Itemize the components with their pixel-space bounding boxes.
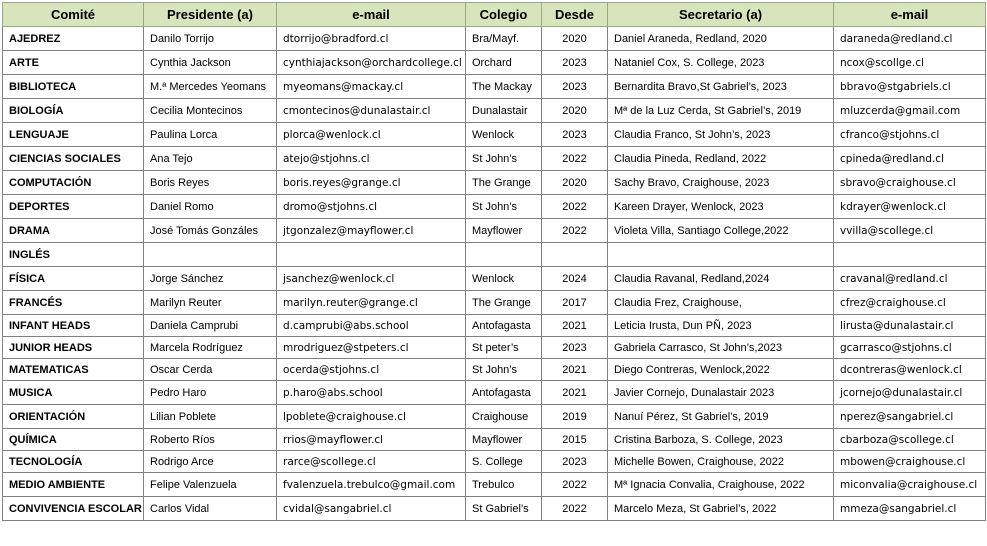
table-row [3,99,986,123]
email-presidente-cell [277,243,466,267]
desde-cell: 2021 [542,315,608,337]
colegio-cell: St John’s [466,147,542,171]
desde-cell: 2023 [542,75,608,99]
presidente-cell: Rodrigo Arce [144,451,277,473]
colegio-cell: Wenlock [466,267,542,291]
table-row [3,359,986,381]
email-presidente-cell: cvidal@sangabriel.cl [277,497,466,521]
header-secretario: Secretario (a) [608,3,834,27]
secretario-cell: Nataniel Cox, S. College, 2023 [608,51,834,75]
table-row [3,27,986,51]
secretario-cell: Bernardita Bravo,St Gabriel’s, 2023 [608,75,834,99]
header-presidente: Presidente (a) [144,3,277,27]
presidente-cell: Pedro Haro [144,381,277,405]
colegio-cell: Mayflower [466,429,542,451]
email-secretario-cell: cravanal@redland.cl [834,267,986,291]
desde-cell: 2022 [542,147,608,171]
presidente-cell: Lilian Poblete [144,405,277,429]
email-secretario-cell: gcarrasco@stjohns.cl [834,337,986,359]
colegio-cell: Mayflower [466,219,542,243]
secretario-cell: Leticia Irusta, Dun PÑ, 2023 [608,315,834,337]
email-secretario-cell: miconvalia@craighouse.cl [834,473,986,497]
email-secretario-cell: dcontreras@wenlock.cl [834,359,986,381]
secretario-cell: Sachy Bravo, Craighouse, 2023 [608,171,834,195]
email-presidente-cell: marilyn.reuter@grange.cl [277,291,466,315]
colegio-cell: Wenlock [466,123,542,147]
desde-cell: 2020 [542,171,608,195]
comite-cell: MEDIO AMBIENTE [3,473,144,497]
table-row [3,337,986,359]
email-secretario-cell: vvilla@scollege.cl [834,219,986,243]
email-secretario-cell: cpineda@redland.cl [834,147,986,171]
table-row [3,243,986,267]
presidente-cell: Daniel Romo [144,195,277,219]
email-presidente-cell: d.camprubi@abs.school [277,315,466,337]
desde-cell [542,243,608,267]
presidente-cell: Marilyn Reuter [144,291,277,315]
secretario-cell: Claudia Pineda, Redland, 2022 [608,147,834,171]
table-row [3,381,986,405]
colegio-cell: St John’s [466,359,542,381]
colegio-cell: Craighouse [466,405,542,429]
email-secretario-cell: bbravo@stgabriels.cl [834,75,986,99]
desde-cell: 2022 [542,195,608,219]
colegio-cell: St peter’s [466,337,542,359]
secretario-cell: Gabriela Carrasco, St John’s,2023 [608,337,834,359]
secretario-cell: Michelle Bowen, Craighouse, 2022 [608,451,834,473]
table-row [3,51,986,75]
desde-cell: 2022 [542,497,608,521]
email-secretario-cell: mluzcerda@gmail.com [834,99,986,123]
secretario-cell: Cristina Barboza, S. College, 2023 [608,429,834,451]
header-row [3,3,986,27]
colegio-cell: Trebulco [466,473,542,497]
secretario-cell [608,243,834,267]
secretario-cell: Mª de la Luz Cerda, St Gabriel’s, 2019 [608,99,834,123]
table-row [3,267,986,291]
secretario-cell: Violeta Villa, Santiago College,2022 [608,219,834,243]
table-row [3,219,986,243]
comite-cell: QUÍMICA [3,429,144,451]
presidente-cell: José Tomás Gonzáles [144,219,277,243]
table-row [3,123,986,147]
email-presidente-cell: jsanchez@wenlock.cl [277,267,466,291]
table-row [3,405,986,429]
presidente-cell: Paulina Lorca [144,123,277,147]
comite-cell: MUSICA [3,381,144,405]
table-row [3,75,986,99]
header-email-secretario: e-mail [834,3,986,27]
presidente-cell: M.ª Mercedes Yeomans [144,75,277,99]
email-secretario-cell: mbowen@craighouse.cl [834,451,986,473]
comite-cell: COMPUTACIÓN [3,171,144,195]
secretario-cell: Claudia Ravanal, Redland,2024 [608,267,834,291]
table-row [3,315,986,337]
email-presidente-cell: mrodriguez@stpeters.cl [277,337,466,359]
comite-cell: BIOLOGÍA [3,99,144,123]
email-secretario-cell: ncox@scollge.cl [834,51,986,75]
email-presidente-cell: fvalenzuela.trebulco@gmail.com [277,473,466,497]
comite-cell: BIBLIOTECA [3,75,144,99]
email-presidente-cell: rrios@mayflower.cl [277,429,466,451]
comite-cell: INFANT HEADS [3,315,144,337]
presidente-cell: Roberto Ríos [144,429,277,451]
desde-cell: 2023 [542,51,608,75]
secretario-cell: Kareen Drayer, Wenlock, 2023 [608,195,834,219]
secretario-cell: Claudia Frez, Craighouse, [608,291,834,315]
table-row [3,451,986,473]
desde-cell: 2021 [542,359,608,381]
colegio-cell: Antofagasta [466,315,542,337]
comite-cell: DEPORTES [3,195,144,219]
colegio-cell: The Mackay [466,75,542,99]
comite-cell: CONVIVENCIA ESCOLAR [3,497,144,521]
colegio-cell: Orchard [466,51,542,75]
presidente-cell: Marcela Rodríguez [144,337,277,359]
colegio-cell: Antofagasta [466,381,542,405]
email-presidente-cell: lpoblete@craighouse.cl [277,405,466,429]
email-secretario-cell: cfrez@craighouse.cl [834,291,986,315]
desde-cell: 2015 [542,429,608,451]
desde-cell: 2020 [542,27,608,51]
presidente-cell: Cecilia Montecinos [144,99,277,123]
comite-cell: ORIENTACIÓN [3,405,144,429]
email-presidente-cell: boris.reyes@grange.cl [277,171,466,195]
presidente-cell [144,243,277,267]
desde-cell: 2017 [542,291,608,315]
desde-cell: 2022 [542,473,608,497]
table-row [3,429,986,451]
email-secretario-cell: cfranco@stjohns.cl [834,123,986,147]
presidente-cell: Ana Tejo [144,147,277,171]
desde-cell: 2022 [542,219,608,243]
comite-cell: MATEMATICAS [3,359,144,381]
header-comite: Comité [3,3,144,27]
email-presidente-cell: rarce@scollege.cl [277,451,466,473]
email-presidente-cell: plorca@wenlock.cl [277,123,466,147]
email-secretario-cell: sbravo@craighouse.cl [834,171,986,195]
email-secretario-cell: lirusta@dunalastair.cl [834,315,986,337]
email-secretario-cell [834,243,986,267]
presidente-cell: Oscar Cerda [144,359,277,381]
email-secretario-cell: cbarboza@scollege.cl [834,429,986,451]
email-secretario-cell: mmeza@sangabriel.cl [834,497,986,521]
table-row [3,473,986,497]
email-presidente-cell: jtgonzalez@mayflower.cl [277,219,466,243]
colegio-cell: S. College [466,451,542,473]
colegio-cell: Dunalastair [466,99,542,123]
presidente-cell: Jorge Sánchez [144,267,277,291]
email-presidente-cell: cynthiajackson@orchardcollege.cl [277,51,466,75]
desde-cell: 2024 [542,267,608,291]
comite-cell: TECNOLOGÍA [3,451,144,473]
comite-cell: FÍSICA [3,267,144,291]
desde-cell: 2020 [542,99,608,123]
secretario-cell: Mª Ignacia Convalia, Craighouse, 2022 [608,473,834,497]
table-row [3,171,986,195]
desde-cell: 2023 [542,451,608,473]
secretario-cell: Javier Cornejo, Dunalastair 2023 [608,381,834,405]
desde-cell: 2023 [542,123,608,147]
secretario-cell: Claudia Franco, St John’s, 2023 [608,123,834,147]
colegio-cell [466,243,542,267]
email-secretario-cell: jcornejo@dunalastair.cl [834,381,986,405]
email-presidente-cell: ocerda@stjohns.cl [277,359,466,381]
email-presidente-cell: dromo@stjohns.cl [277,195,466,219]
email-secretario-cell: nperez@sangabriel.cl [834,405,986,429]
email-presidente-cell: atejo@stjohns.cl [277,147,466,171]
committee-table [2,2,986,521]
colegio-cell: The Grange [466,291,542,315]
secretario-cell: Daniel Araneda, Redland, 2020 [608,27,834,51]
email-presidente-cell: cmontecinos@dunalastair.cl [277,99,466,123]
colegio-cell: St Gabriel’s [466,497,542,521]
presidente-cell: Felipe Valenzuela [144,473,277,497]
header-desde: Desde [542,3,608,27]
table-body [3,27,986,521]
secretario-cell: Nanuí Pérez, St Gabriel’s, 2019 [608,405,834,429]
comite-cell: FRANCÉS [3,291,144,315]
header-email-presidente: e-mail [277,3,466,27]
header-colegio: Colegio [466,3,542,27]
comite-cell: CIENCIAS SOCIALES [3,147,144,171]
secretario-cell: Marcelo Meza, St Gabriel’s, 2022 [608,497,834,521]
comite-cell: ARTE [3,51,144,75]
email-presidente-cell: p.haro@abs.school [277,381,466,405]
email-secretario-cell: daraneda@redland.cl [834,27,986,51]
colegio-cell: The Grange [466,171,542,195]
email-presidente-cell: myeomans@mackay.cl [277,75,466,99]
secretario-cell: Diego Contreras, Wenlock,2022 [608,359,834,381]
colegio-cell: St John’s [466,195,542,219]
presidente-cell: Cynthia Jackson [144,51,277,75]
table-row [3,195,986,219]
table-row [3,147,986,171]
email-presidente-cell: dtorrijo@bradford.cl [277,27,466,51]
desde-cell: 2019 [542,405,608,429]
presidente-cell: Boris Reyes [144,171,277,195]
presidente-cell: Danilo Torrijo [144,27,277,51]
comite-cell: LENGUAJE [3,123,144,147]
table-row [3,497,986,521]
comite-cell: JUNIOR HEADS [3,337,144,359]
comite-cell: AJEDREZ [3,27,144,51]
comite-cell: DRAMA [3,219,144,243]
desde-cell: 2023 [542,337,608,359]
presidente-cell: Carlos Vidal [144,497,277,521]
table-row [3,291,986,315]
committee-sheet [2,2,985,521]
colegio-cell: Bra/Mayf. [466,27,542,51]
desde-cell: 2021 [542,381,608,405]
presidente-cell: Daniela Camprubi [144,315,277,337]
comite-cell: INGLÉS [3,243,144,267]
email-secretario-cell: kdrayer@wenlock.cl [834,195,986,219]
